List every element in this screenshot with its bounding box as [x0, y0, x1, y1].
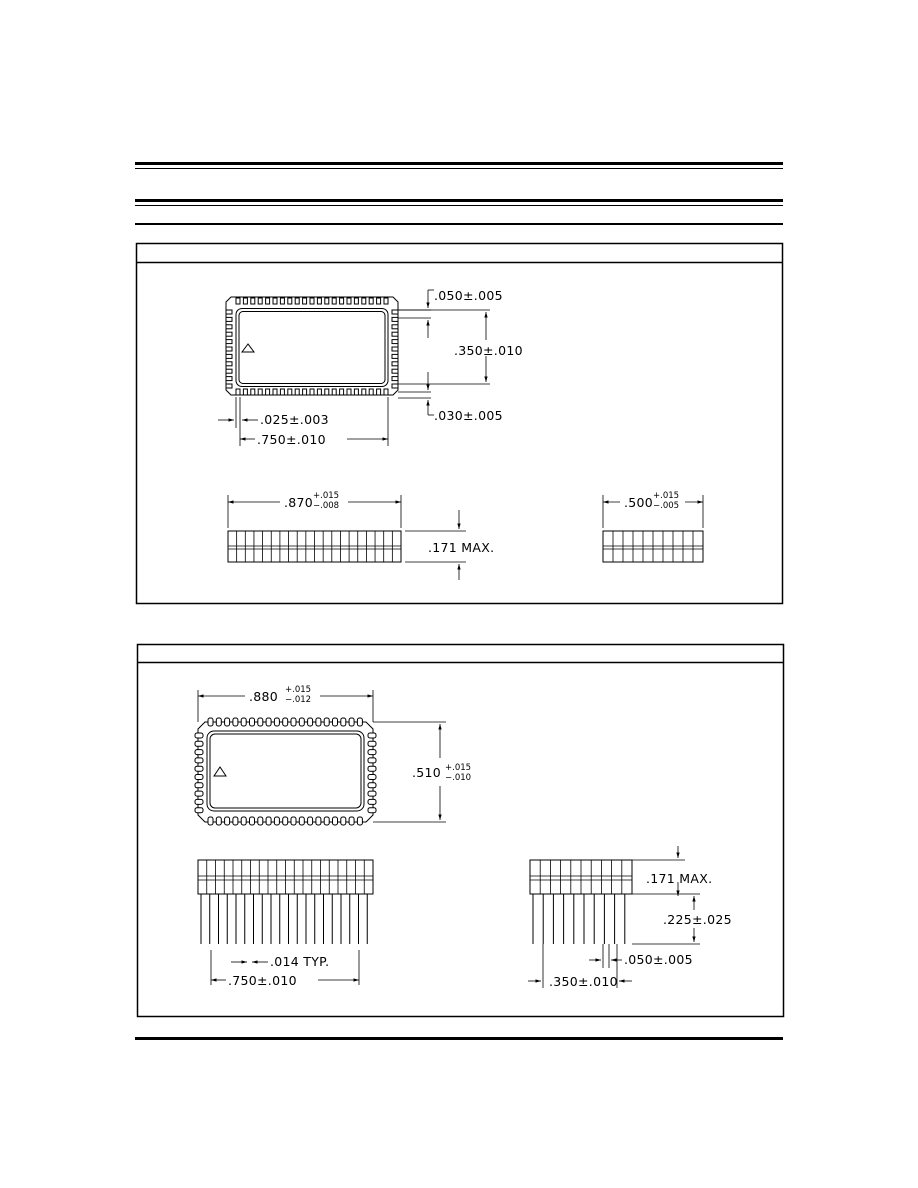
pad — [226, 317, 232, 321]
side-width-tol-minus: −.008 — [313, 501, 340, 511]
header-rules — [135, 162, 783, 225]
pad — [226, 325, 232, 329]
top-package-pads — [226, 298, 398, 395]
pad — [354, 298, 358, 304]
pad — [368, 783, 376, 788]
pad — [347, 298, 351, 304]
pad — [291, 718, 296, 726]
side-height-label: .171 MAX. — [428, 540, 495, 555]
pad — [226, 369, 232, 373]
pad — [283, 817, 288, 825]
side-width-tol-plus: +.015 — [313, 491, 340, 501]
pad — [195, 741, 203, 746]
pad — [324, 718, 329, 726]
width-value-label: .880 — [249, 689, 279, 704]
pad — [226, 347, 232, 351]
pad — [341, 718, 346, 726]
lead-width-label: .014 TYP. — [270, 954, 330, 969]
pad — [250, 817, 255, 825]
bottom-package-top-view — [195, 685, 471, 825]
dim-body-height-label: .350±.010 — [454, 343, 523, 358]
pad — [226, 384, 232, 388]
pad — [384, 389, 388, 395]
pad — [369, 389, 373, 395]
pad — [349, 817, 354, 825]
pad — [392, 369, 398, 373]
pin1-triangle-icon — [214, 767, 226, 776]
pad — [317, 298, 321, 304]
pad — [243, 389, 247, 395]
pad — [195, 783, 203, 788]
footer-rule — [135, 1037, 783, 1040]
pad — [340, 389, 344, 395]
pad — [303, 298, 307, 304]
pad — [368, 775, 376, 780]
pad — [250, 718, 255, 726]
pad — [225, 817, 230, 825]
pad — [369, 298, 373, 304]
pad — [266, 389, 270, 395]
pad — [195, 799, 203, 804]
pad — [226, 354, 232, 358]
end-width-tol-plus: +.015 — [653, 491, 680, 501]
pad — [299, 817, 304, 825]
pad — [340, 298, 344, 304]
pad — [226, 362, 232, 366]
pad — [368, 766, 376, 771]
pad — [308, 817, 313, 825]
pad — [347, 389, 351, 395]
pad — [333, 817, 338, 825]
pad — [362, 298, 366, 304]
pad — [392, 384, 398, 388]
pad — [310, 389, 314, 395]
pad — [325, 389, 329, 395]
pad — [317, 389, 321, 395]
body-max-label: .171 MAX. — [646, 871, 713, 886]
pad — [384, 298, 388, 304]
bottom-package-end-view — [528, 846, 732, 989]
pad — [251, 389, 255, 395]
pad — [392, 354, 398, 358]
pad — [225, 718, 230, 726]
top-package-end-body — [603, 531, 703, 562]
pad — [324, 817, 329, 825]
pad — [258, 298, 262, 304]
pad — [226, 310, 232, 314]
pad — [195, 733, 203, 738]
pad — [241, 817, 246, 825]
pad — [195, 808, 203, 813]
pad — [195, 758, 203, 763]
top-package-panel — [137, 244, 783, 604]
pad — [392, 377, 398, 381]
end-width-value: .500 — [624, 495, 654, 510]
pad — [283, 718, 288, 726]
pad — [195, 766, 203, 771]
pad — [236, 389, 240, 395]
pad — [236, 298, 240, 304]
pad — [195, 750, 203, 755]
pad — [295, 389, 299, 395]
pad — [368, 758, 376, 763]
bottom-package-side-view — [198, 860, 373, 988]
pin1-triangle-icon — [242, 344, 254, 352]
pad — [308, 718, 313, 726]
pad — [392, 317, 398, 321]
pad — [310, 298, 314, 304]
height-tol-minus: −.010 — [445, 773, 472, 783]
pad — [333, 718, 338, 726]
pad — [368, 799, 376, 804]
pad — [280, 298, 284, 304]
bottom-package-side-leads — [198, 860, 373, 944]
pad — [299, 718, 304, 726]
pad — [266, 298, 270, 304]
height-value-label: .510 — [412, 765, 442, 780]
pad — [332, 389, 336, 395]
pad — [273, 298, 277, 304]
top-package-side-view — [228, 491, 494, 580]
pad — [392, 332, 398, 336]
dim-pad-width-label: .025±.003 — [260, 412, 329, 427]
pad — [392, 340, 398, 344]
pad — [332, 298, 336, 304]
bottom-package-end-leads — [530, 860, 632, 944]
pad — [216, 718, 221, 726]
dim-pitch-label: .050±.005 — [434, 288, 503, 303]
pad — [368, 733, 376, 738]
pad — [377, 298, 381, 304]
pad — [288, 389, 292, 395]
width-tol-plus: +.015 — [285, 685, 312, 695]
pad — [208, 817, 213, 825]
pad — [208, 718, 213, 726]
pad — [243, 298, 247, 304]
height-tol-plus: +.015 — [445, 763, 472, 773]
pad — [258, 389, 262, 395]
pad — [316, 817, 321, 825]
lead-span-label: .750±.010 — [228, 973, 297, 988]
pad — [274, 817, 279, 825]
pad — [357, 817, 362, 825]
pad — [266, 817, 271, 825]
pad — [392, 325, 398, 329]
pad — [195, 775, 203, 780]
pad — [377, 389, 381, 395]
pad — [392, 347, 398, 351]
pad — [392, 310, 398, 314]
dim-pin-gap-label: .030±.005 — [434, 408, 503, 423]
pad — [368, 750, 376, 755]
pad — [216, 817, 221, 825]
pad — [226, 377, 232, 381]
lead-length-label: .225±.025 — [663, 912, 732, 927]
pad — [357, 718, 362, 726]
pad — [288, 298, 292, 304]
pad — [258, 718, 263, 726]
pad — [303, 389, 307, 395]
pad — [233, 817, 238, 825]
pad — [258, 817, 263, 825]
pad — [226, 340, 232, 344]
pad — [251, 298, 255, 304]
pad — [349, 718, 354, 726]
width-tol-minus: −.012 — [285, 695, 312, 705]
pad — [392, 362, 398, 366]
pad — [362, 389, 366, 395]
pad — [368, 791, 376, 796]
side-width-value: .870 — [284, 495, 314, 510]
pad — [368, 741, 376, 746]
pad — [241, 718, 246, 726]
pad — [295, 298, 299, 304]
end-width-tol-minus: −.005 — [653, 501, 680, 511]
pad — [226, 332, 232, 336]
pad — [316, 718, 321, 726]
lead-pitch-label: .050±.005 — [624, 952, 693, 967]
pad — [195, 791, 203, 796]
pad — [368, 808, 376, 813]
pad — [233, 718, 238, 726]
top-package-side-body — [228, 531, 401, 562]
row-span-label: .350±.010 — [549, 974, 618, 989]
pad — [280, 389, 284, 395]
pad — [291, 817, 296, 825]
pad — [325, 298, 329, 304]
pad — [266, 718, 271, 726]
dim-body-width-label: .750±.010 — [257, 432, 326, 447]
top-package-top-view — [218, 288, 523, 447]
top-package-end-view — [603, 491, 703, 562]
pad — [354, 389, 358, 395]
pad — [273, 389, 277, 395]
bottom-package-panel — [138, 645, 784, 1017]
pad — [341, 817, 346, 825]
pad — [274, 718, 279, 726]
